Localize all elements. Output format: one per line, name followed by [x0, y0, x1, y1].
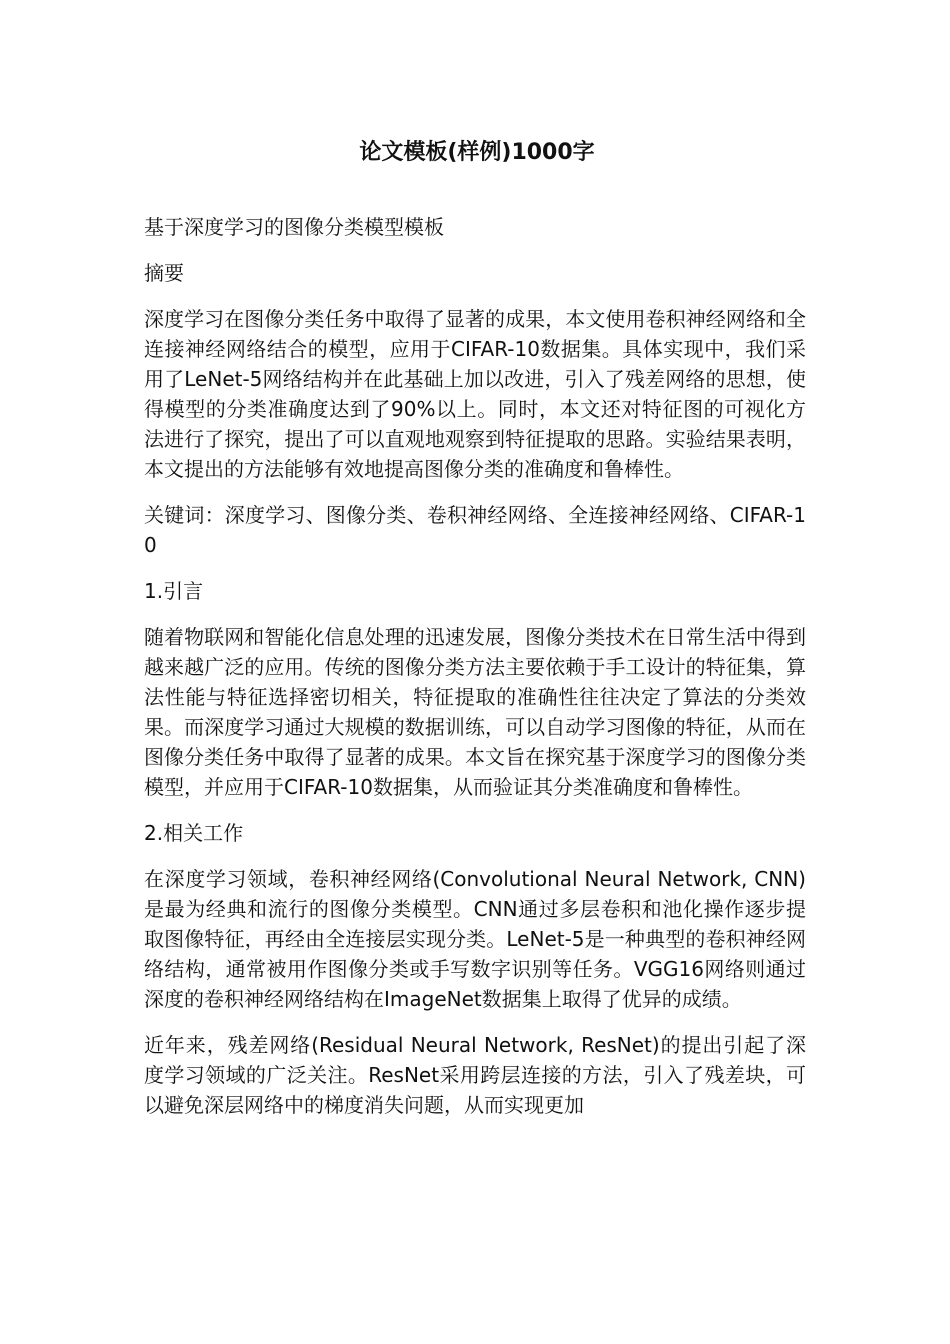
keywords-paragraph: 关键词：深度学习、图像分类、卷积神经网络、全连接神经网络、CIFAR-10 [144, 503, 806, 557]
document-body [144, 138, 806, 1136]
resnet-paragraph: 近年来，残差网络(Residual Neural Network, ResNet)的提出引起了深度学习领域的广泛关注。ResNet采用跨层连接的方法，引入了残差块，可以避免深层网络中的梯度消失问题，从而实现更加 [144, 1033, 806, 1117]
abstract-paragraph: 深度学习在图像分类任务中取得了显著的成果，本文使用卷积神经网络和全连接神经网络结合的模型，应用于CIFAR-10数据集。具体实现中，我们采用了LeNet-5网络结构并在此基础上加以改进，引入了残差网络的思想，使得模型的分类准确度达到了90%以上。同时，本文还对特征图的可视化方法进行了探究，提出了可以直观地观察到特征提取的思路。实验结果表明，本文提出的方法能够有效地提高图像分类的准确度和鲁棒性。 [144, 307, 806, 481]
related-work-paragraph: 在深度学习领域，卷积神经网络(Convolutional Neural Network, CNN)是最为经典和流行的图像分类模型。CNN通过多层卷积和池化操作逐步提取图像特征，再经由全连接层实现分类。LeNet-5是一种典型的卷积神经网络结构，通常被用作图像分类或手写数字识别等任务。VGG16网络则通过深度的卷积神经网络结构在ImageNet数据集上取得了优异的成绩。 [144, 867, 806, 1011]
section-heading-related-work: 2.相关工作 [144, 821, 244, 845]
paper-subtitle: 基于深度学习的图像分类模型模板 [144, 215, 444, 239]
section-heading-introduction: 1.引言 [144, 579, 204, 603]
abstract-heading: 摘要 [144, 261, 184, 285]
introduction-paragraph: 随着物联网和智能化信息处理的迅速发展，图像分类技术在日常生活中得到越来越广泛的应用。传统的图像分类方法主要依赖于手工设计的特征集，算法性能与特征选择密切相关，特征提取的准确性往往决定了算法的分类效果。而深度学习通过大规模的数据训练，可以自动学习图像的特征，从而在图像分类任务中取得了显著的成果。本文旨在探究基于深度学习的图像分类模型，并应用于CIFAR-10数据集，从而验证其分类准确度和鲁棒性。 [144, 625, 806, 799]
document-title: 论文模板(样例)1000字 [359, 140, 595, 165]
